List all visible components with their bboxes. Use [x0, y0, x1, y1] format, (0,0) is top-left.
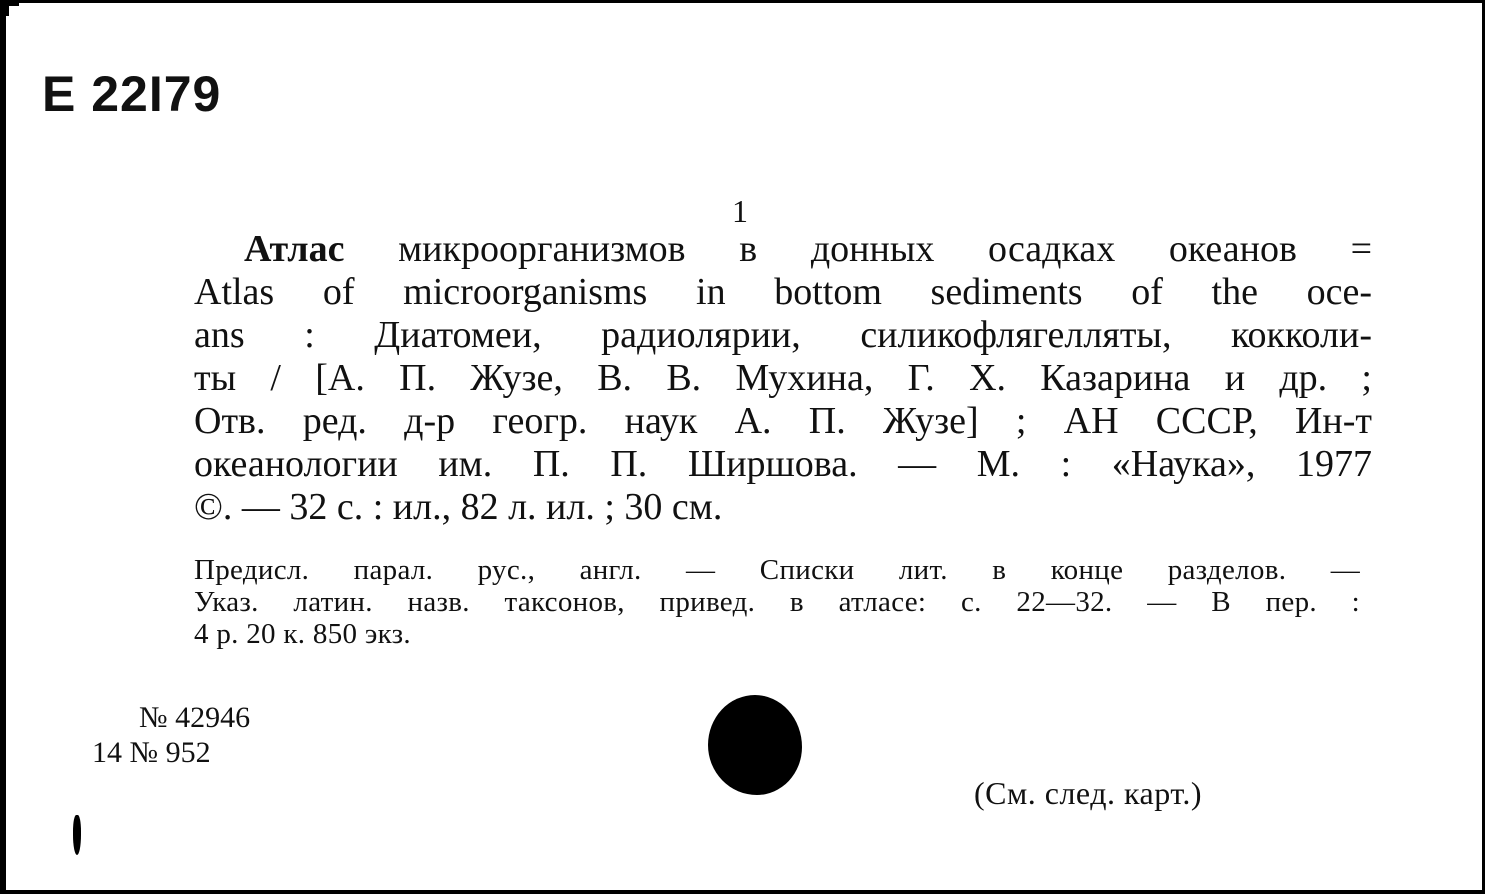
- notes-block: [194, 554, 1360, 650]
- punch-hole: [708, 695, 802, 795]
- entry-title-lead: Атлас: [244, 228, 345, 270]
- edge-mark: [73, 815, 81, 855]
- corner-mark: [6, 3, 19, 16]
- entry-line: ans : Диатомеи, радиолярии, силикофлягелляты, кокколи-: [194, 314, 1372, 356]
- entry-line: ©. — 32 с. : ил., 82 л. ил. ; 30 см.: [194, 486, 723, 528]
- notes-line: Предисл. парал. рус., англ. — Списки лит. в конце разделов. —: [194, 554, 1360, 586]
- call-number: E 22I79: [42, 66, 222, 122]
- entry-line-text: микроорганизмов в донных осадках океанов =: [344, 228, 1372, 270]
- bibliographic-entry: [194, 228, 1372, 529]
- notes-line: Указ. латин. назв. таксонов, привед. в атласе: с. 22—32. — В пер. :: [194, 586, 1360, 618]
- continued-note: (См. след. карт.): [974, 775, 1203, 811]
- notes-line: 4 р. 20 к. 850 экз.: [194, 618, 411, 650]
- accession-number-secondary: 14 № 952: [92, 736, 211, 769]
- entry-line: океанологии им. П. П. Ширшова. — М. : «Наука», 1977: [194, 443, 1372, 485]
- entry-line: Отв. ред. д-р геогр. наук А. П. Жузе] ; АН СССР, Ин-т: [194, 400, 1372, 442]
- card-number: 1: [732, 193, 748, 229]
- accession-number: № 42946: [139, 701, 251, 734]
- entry-line: Atlas of microorganisms in bottom sediments of the oce-: [194, 271, 1372, 313]
- entry-line: [194, 228, 1372, 271]
- entry-line: ты / [А. П. Жузе, В. В. Мухина, Г. Х. Казарина и др. ;: [194, 357, 1372, 399]
